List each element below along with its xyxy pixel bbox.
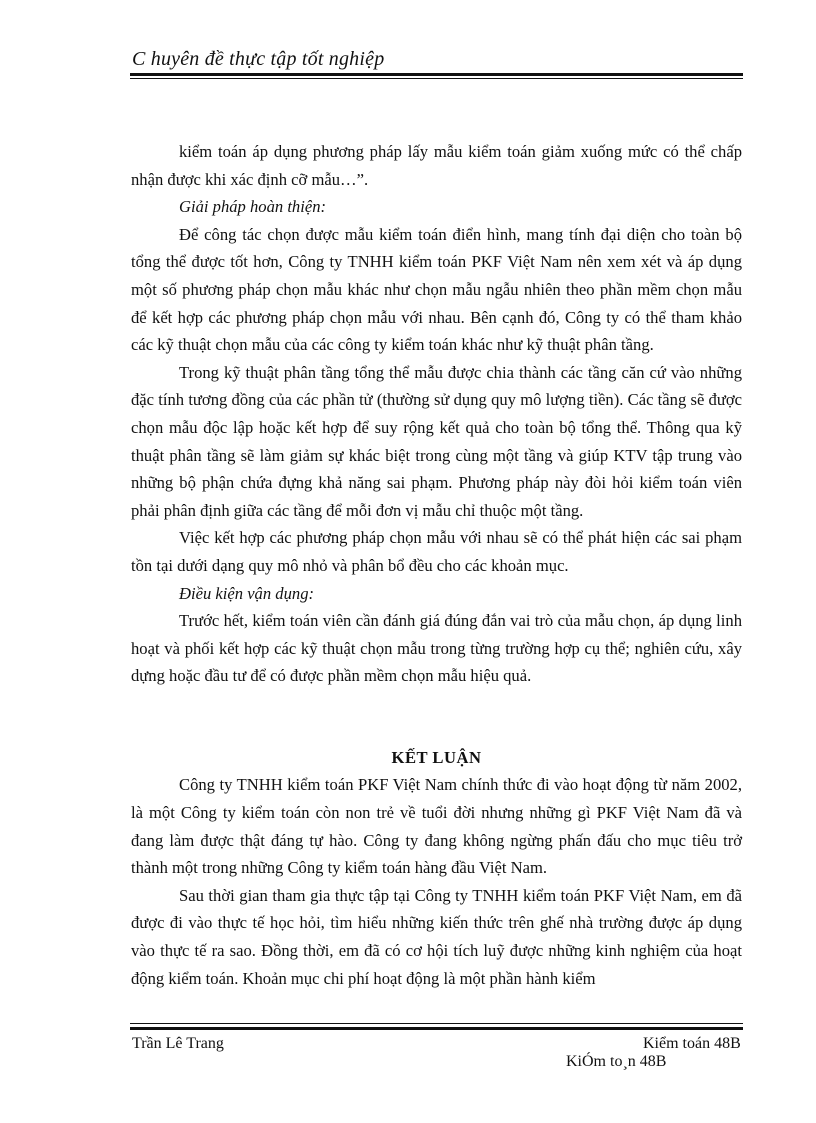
body-paragraph: Trước hết, kiểm toán viên cần đánh giá đúng đắn vai trò của mẫu chọn, áp dụng linh hoạt và phối kết hợp các kỹ thuật chọn mẫu trong từng trường hợp cụ thể; nghiên cứu, xây dựng hoặc đầu tư để có được phần mềm chọn mẫu hiệu quả. [131, 611, 742, 686]
footer-rule-thin [130, 1023, 743, 1024]
conclusion-paragraph: Công ty TNHH kiểm toán PKF Việt Nam chính thức đi vào hoạt động từ năm 2002, là một Công ty kiểm toán còn non trẻ về tuổi đời nhưng những gì PKF Việt Nam đã và đang làm được thật đáng tự hào. Công ty đang không ngừng phấn đấu cho mục tiêu trở thành một trong những Công ty kiểm toán hàng đầu Việt Nam. [131, 775, 742, 878]
body-paragraph: Việc kết hợp các phương pháp chọn mẫu với nhau sẽ có thể phát hiện các sai phạm tồn tại dưới dạng quy mô nhỏ và phân bổ đều cho các khoản mục. [131, 528, 742, 575]
body-paragraph: Trong kỹ thuật phân tầng tổng thể mẫu được chia thành các tầng căn cứ vào những đặc tính tương đồng của các phần tử (thường sử dụng quy mô lượng tiền). Các tầng sẽ được chọn mẫu độc lập hoặc kết hợp để suy rộng kết quả cho toàn bộ tổng thể. Thông qua kỹ thuật phân tầng sẽ làm giảm sự khác biệt trong cùng một tầng và giúp KTV tập trung vào những bộ phận chứa đựng khả năng sai phạm. Phương pháp này đòi hỏi kiểm toán viên phải phân định giữa các tầng để mỗi đơn vị mẫu chỉ thuộc một tầng. [131, 362, 742, 520]
subheading-conditions: Điều kiện vận dụng: [179, 583, 315, 603]
footer-class: Kiểm toán 48B [643, 1035, 741, 1052]
section-title-conclusion: KẾT LUẬN [391, 747, 482, 767]
conclusion-paragraph: Sau thời gian tham gia thực tập tại Công ty TNHH kiểm toán PKF Việt Nam, em đã được đi vào thực tế học hỏi, tìm hiểu những kiến thức trên ghế nhà trường được áp dụng vào thực tế ra sao. Đồng thời, em đã có cơ hội tích luỹ được những kinh nghiệm của hoạt động kiểm toán. Khoản mục chi phí hoạt động là một phần hành kiểm [131, 885, 742, 988]
body-paragraph: Để công tác chọn được mẫu kiểm toán điển hình, mang tính đại diện cho toàn bộ tổng thể được tốt hơn, Công ty TNHH kiểm toán PKF Việt Nam nên xem xét và áp dụng một số phương pháp chọn mẫu khác như chọn mẫu ngẫu nhiên theo phần mềm chọn mẫu để kết hợp các phương pháp chọn mẫu với nhau. Bên cạnh đó, Công ty có thể tham khảo các kỹ thuật chọn mẫu của các công ty kiểm toán khác như kỹ thuật phân tầng. [131, 224, 742, 355]
header-rule-thin [130, 78, 743, 79]
subheading-solution: Giải pháp hoàn thiện: [179, 197, 327, 217]
page-header-title: C huyên đề thực tập tốt nghiệp [132, 48, 385, 70]
body-paragraph: kiểm toán áp dụng phương pháp lấy mẫu kiểm toán giảm xuống mức có thể chấp nhận được khi xác định cỡ mẫu…”. [131, 142, 742, 189]
footer-rule-thick [130, 1027, 743, 1030]
footer-author: Trần Lê Trang [132, 1035, 224, 1052]
document-body [131, 138, 742, 992]
header-rule-thick [130, 73, 743, 76]
footer-class-garbled: KiÓm to¸n 48B [566, 1053, 667, 1070]
